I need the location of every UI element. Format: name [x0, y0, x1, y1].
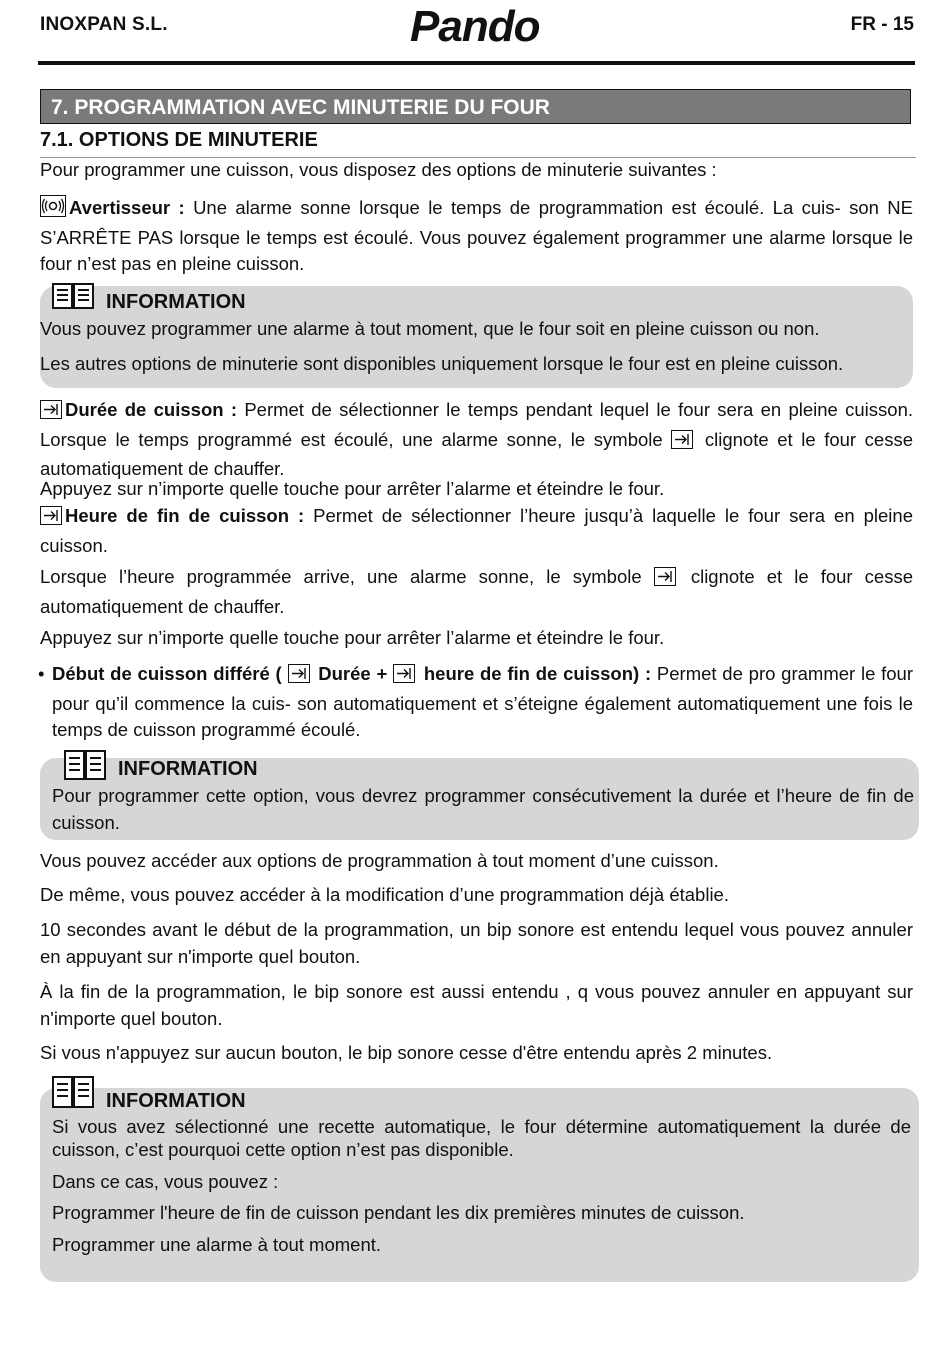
differe-label-a: Début de cuisson différé (: [52, 663, 282, 684]
differe-label-b: Durée +: [312, 663, 394, 684]
book-icon: [52, 1075, 94, 1109]
duree-text-2: clignote et le four cesse automatiquement de chauffer.: [40, 428, 914, 479]
body-paragraph-4: À la fin de la programmation, le bip sonore est aussi entendu , q vous pouvez annuler en appuyant sur n'importe quel bouton.: [40, 981, 913, 1029]
differe-label-c: heure de fin de cuisson) :: [418, 663, 652, 684]
duration-icon: [671, 430, 693, 457]
duree-paragraph: [40, 397, 913, 483]
info3-paragraph-4: Programmer une alarme à tout moment.: [52, 1234, 382, 1255]
differe-paragraph: [52, 661, 913, 744]
heure-stop-text: Appuyez sur n’importe quelle touche pour arrêter l’alarme et éteindre le four.: [40, 627, 665, 648]
end-time-icon: [40, 506, 62, 533]
heure-label: Heure de fin de cuisson :: [65, 505, 305, 526]
alarm-bell-icon: [40, 195, 66, 225]
duree-label: Durée de cuisson :: [65, 399, 238, 420]
book-icon: [64, 749, 106, 781]
heure-alarm-text-2: clignote et le four cesse automatiquement de chauffer.: [40, 566, 914, 617]
page-number: FR - 15: [850, 14, 914, 35]
duration-icon: [288, 664, 310, 691]
avertisseur-label: Avertisseur :: [69, 197, 185, 218]
information-heading-2: INFORMATION: [118, 758, 258, 780]
duree-text-1: Permet de sélectionner le temps pendant lequel le four sera en pleine cuisson. Lorsque le temps programmé est écoulé, une alarme sonne, le symbole: [40, 399, 914, 450]
subsection-title: 7.1. OPTIONS DE MINUTERIE: [40, 129, 318, 151]
body-paragraph-2: De même, vous pouvez accéder à la modification d’une programmation déjà établie.: [40, 884, 729, 905]
body-paragraph-3: 10 secondes avant le début de la programmation, un bip sonore est entendu lequel vous pouvez annuler en appuyant sur n'importe quel bouton.: [40, 919, 913, 967]
section-title: 7. PROGRAMMATION AVEC MINUTERIE DU FOUR: [40, 89, 911, 124]
heure-alarm-paragraph: [40, 564, 913, 620]
info3-paragraph-3: Programmer l'heure de fin de cuisson pendant les dix premières minutes de cuisson.: [52, 1202, 745, 1223]
end-time-icon: [654, 567, 676, 594]
heure-alarm-text-1: Lorsque l’heure programmée arrive, une alarme sonne, le symbole: [40, 566, 654, 587]
bullet: •: [38, 663, 45, 684]
info3-paragraph-2: Dans ce cas, vous pouvez :: [52, 1171, 279, 1192]
info3-paragraph-1: Si vous avez sélectionné une recette automatique, le four détermine automatiquement la durée de cuisson, c’est pourquoi cette option n’est pas disponible.: [52, 1116, 911, 1160]
heure-paragraph: [40, 503, 913, 559]
info1-paragraph-1: Vous pouvez programmer une alarme à tout moment, que le four soit en pleine cuisson ou non.: [40, 318, 820, 339]
header-divider: [38, 61, 915, 65]
avertisseur-text: Une alarme sonne lorsque le temps de programmation est écoulé. La cuis- son NE S’ARRÊTE PAS lorsque le temps est écoulé. Vous pouvez également programmer une alarme lorsque le four n’est pas en pleine cuisson.: [40, 197, 913, 274]
information-heading-3: INFORMATION: [106, 1090, 246, 1112]
duration-icon: [40, 400, 62, 427]
brand-logo: Pando: [410, 2, 540, 51]
duree-stop-text: Appuyez sur n’importe quelle touche pour arrêter l’alarme et éteindre le four.: [40, 478, 665, 499]
heure-text: Permet de sélectionner l’heure jusqu’à laquelle le four sera en pleine cuisson.: [40, 505, 913, 556]
differe-text: Permet de pro grammer le four pour qu’il commence la cuis- son automatiquement et s’éteigne également automatiquement une fois le temps de cuisson programmé écoulé.: [52, 663, 914, 740]
information-heading-1: INFORMATION: [106, 291, 246, 313]
book-icon: [52, 282, 94, 310]
info2-paragraph-1: Pour programmer cette option, vous devrez programmer consécutivement la durée et l’heure de fin de cuisson.: [52, 785, 914, 833]
info1-paragraph-2: Les autres options de minuterie sont disponibles uniquement lorsque le four est en pleine cuisson.: [40, 353, 844, 374]
company-name: INOXPAN S.L.: [40, 14, 168, 35]
avertisseur-paragraph: [40, 195, 913, 278]
body-paragraph-5: Si vous n'appuyez sur aucun bouton, le bip sonore cesse d'être entendu après 2 minutes.: [40, 1042, 773, 1063]
body-paragraph-1: Vous pouvez accéder aux options de programmation à tout moment d’une cuisson.: [40, 850, 719, 871]
intro-text: Pour programmer une cuisson, vous disposez des options de minuterie suivantes :: [40, 159, 717, 180]
end-time-icon: [393, 664, 415, 691]
